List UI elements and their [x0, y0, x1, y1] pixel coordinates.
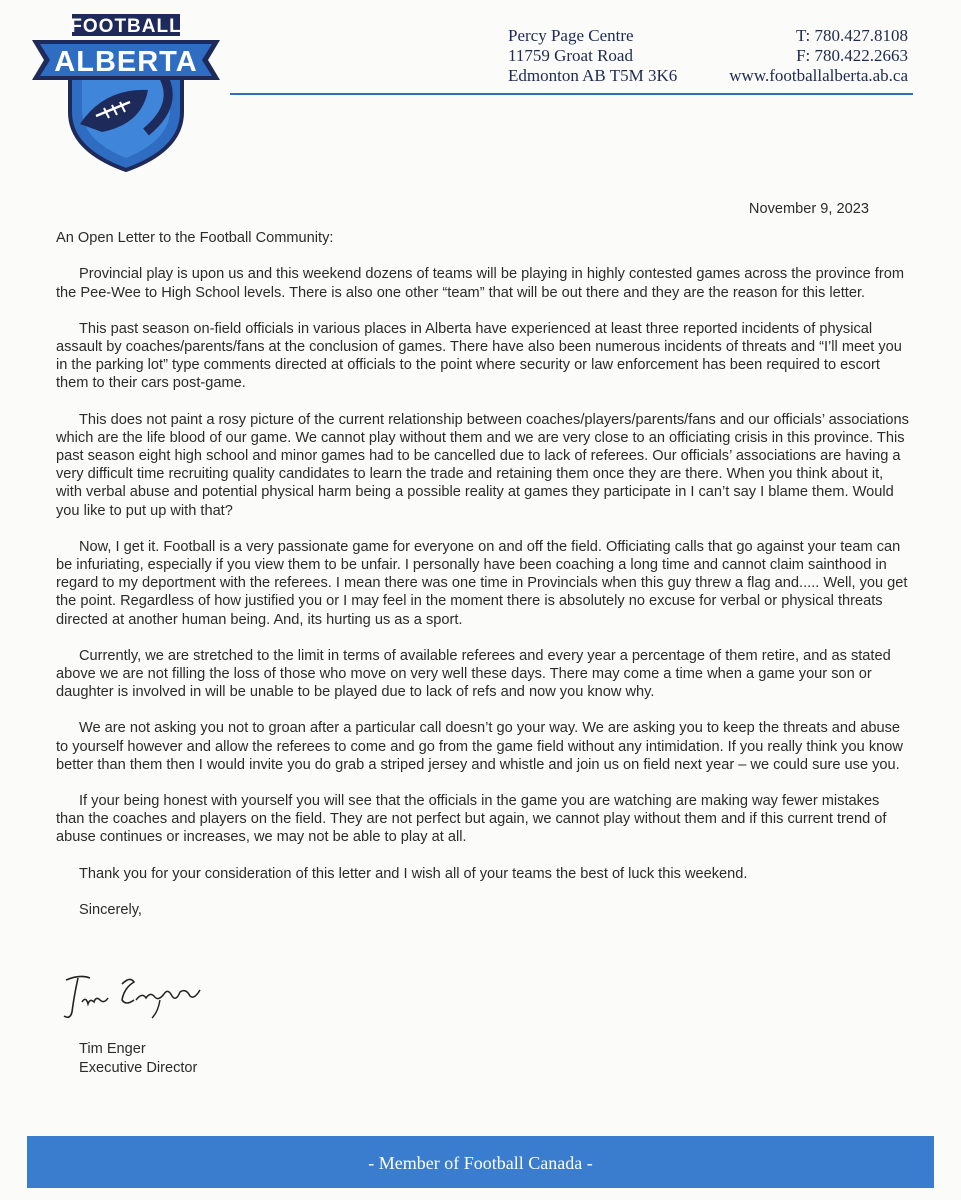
fax-number: F: 780.422.2663	[796, 46, 908, 65]
paragraph: We are not asking you not to groan after a particular call doesn’t go your way. We are asking you to keep the threats and abuse to yourself however and allow the referees to come and go from the game field without any intimidation. If you really think you know better than them then I would invite you do grab a striped jersey and whistle and join us on field next year – we could sure use you.	[56, 720, 903, 773]
website-link[interactable]: www.footballalberta.ab.ca	[729, 66, 908, 85]
svg-text:ALBERTA: ALBERTA	[54, 46, 198, 78]
paragraph: Thank you for your consideration of this letter and I wish all of your teams the best of luck this weekend.	[79, 865, 748, 882]
paragraph: If your being honest with yourself you will see that the officials in the game you are watching are making way fewer mistakes than the coaches and players on the field. They are not perfect but again, we cannot play without them and if this current trend of abuse continues or increases, we may not be able to play at all.	[56, 793, 887, 846]
closing: Sincerely,	[79, 901, 142, 918]
signer-title: Executive Director	[79, 1059, 198, 1076]
letterhead	[0, 0, 961, 190]
footer-bar	[27, 1136, 934, 1188]
address-line: Percy Page Centre	[508, 26, 634, 45]
signer-block	[79, 1040, 197, 1077]
handwritten-signature	[60, 966, 220, 1026]
paragraph: This does not paint a rosy picture of the current relationship between coaches/players/parents/fans and our officials’ associations which are the life blood of our game. We cannot play without them and we are very close to an officiating crisis in this province. This past season eight high school and minor games had to be cancelled due to lack of referees. Our officials’ associations are having a very difficult time recruiting quality candidates to learn the trade and retaining them once they are there. When you think about it, with verbal abuse and potential physical harm being a possible reality at games they participate in I can’t say I blame them. Would you like to put up with that?	[56, 411, 909, 519]
salutation: An Open Letter to the Football Community:	[56, 230, 334, 247]
paragraph: This past season on-field officials in various places in Alberta have experienced at least three reported incidents of physical assault by coaches/parents/fans at the conclusion of games. There have also been numerous incidents of threats and “I’ll meet you in the parking lot” type comments directed at officials to the point where security or law enforcement has been required to escort them to their cars post-game.	[56, 320, 902, 392]
address-line: Edmonton AB T5M 3K6	[508, 66, 678, 85]
header-divider	[230, 93, 913, 95]
letter-body	[56, 200, 911, 919]
football-alberta-logo	[30, 4, 222, 172]
letter-date: November 9, 2023	[748, 201, 869, 217]
paragraph: Now, I get it. Football is a very passionate game for everyone on and off the field. Officiating calls that go against your team can be infuriating, especially if you view them to be unfair. I personally have been coaching a long time and cannot claim sainthood in regard to my deportment with the referees. I mean there was one time in Provincials when this guy threw a flag and..... Well, you get the point. Regardless of how justified you or I may feel in the moment there is absolutely no excuse for verbal or physical threats directed at another human being. And, its hurting us as a sport.	[56, 538, 908, 628]
address-line: 11759 Groat Road	[508, 46, 633, 65]
contact-block	[729, 26, 908, 86]
svg-text:FOOTBALL: FOOTBALL	[70, 16, 182, 37]
paragraph: Currently, we are stretched to the limit in terms of available referees and every year a percentage of them retire, and as stated above we are not filling the loss of those who move on very well these days. There may come a time when a game your son or daughter is involved in will be unable to be played due to lack of refs and now you know why.	[56, 647, 891, 701]
phone-number: T: 780.427.8108	[795, 26, 908, 45]
signer-name: Tim Enger	[79, 1041, 146, 1057]
paragraph: Provincial play is upon us and this weekend dozens of teams will be playing in highly contested games across the province from the Pee-Wee to High School levels. There is also one other “team” that will be out there and they are the reason for this letter.	[56, 266, 904, 301]
address-block	[508, 26, 677, 86]
footer-text: - Member of Football Canada -	[368, 1153, 593, 1173]
